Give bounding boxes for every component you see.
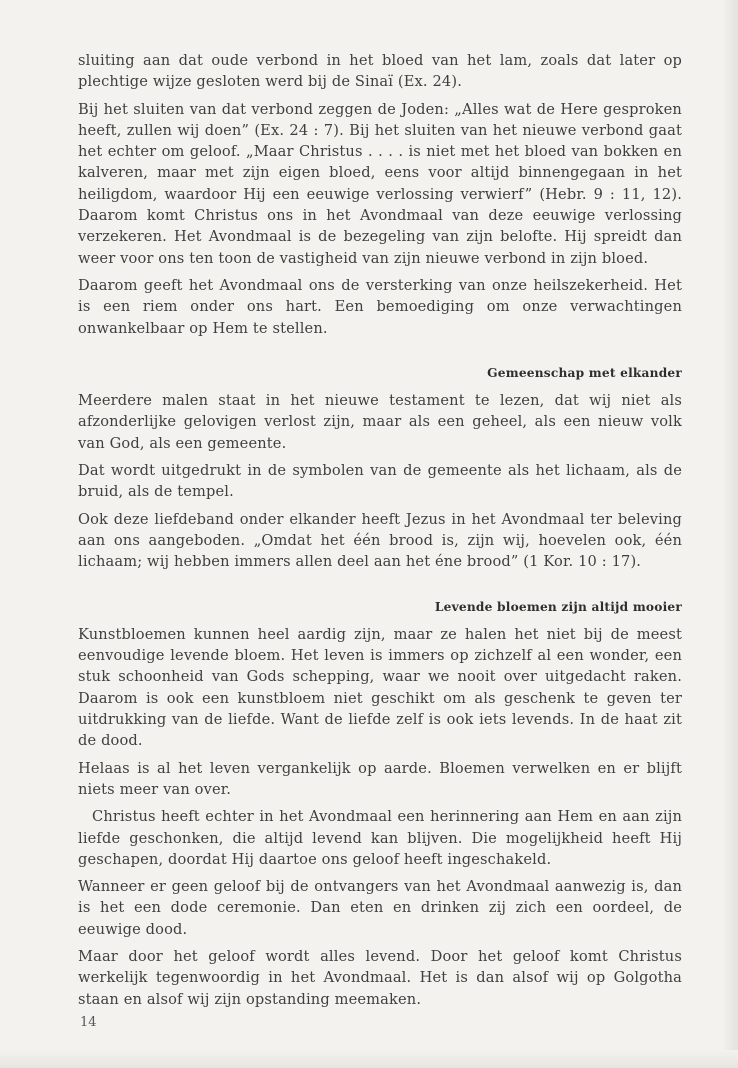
paragraph: Dat wordt uitgedrukt in de symbolen van de gemeente als het lichaam, als de bruid, als de tempel. — [78, 462, 682, 501]
text-column — [78, 50, 682, 1016]
paragraph: Kunstbloemen kunnen heel aardig zijn, maar ze halen het niet bij de meest eenvoudige levende bloem. Het leven is immers op zichzelf al een wonder, een stuk schoonheid van Gods schepping, waar we nooit over uitgedacht raken. Daarom is ook een kunstbloem niet geschikt om als geschenk te geven ter uitdrukking van de liefde. Want de liefde zelf is ook iets levends. In de haat zit de dood. — [78, 625, 682, 750]
paragraph: Christus heeft echter in het Avondmaal een herinnering aan Hem en aan zijn liefde geschonken, die altijd levend kan blijven. Die mogelijkheid heeft Hij geschapen, doordat Hij daartoe ons geloof heeft ingeschakeld. — [78, 808, 682, 868]
paragraph: Bij het sluiten van dat verbond zeggen de Joden: „Alles wat de Here gesproken heeft, zullen wij doen” (Ex. 24 : 7). Bij het sluiten van het nieuwe verbond gaat het echter om geloof. „Maar Christus . . . . is niet met het bloed van bokken en kalveren, maar met zijn eigen bloed, eens voor altijd binnengegaan in het heiligdom, waardoor Hij een eeuwige verlossing verwierf” (Hebr. 9 : 11, 12). Daarom komt Christus ons in het Avondmaal van deze eeuwige verlossing verzekeren. Het Avondmaal is de bezegeling van zijn belofte. Hij spreidt dan weer voor ons ten toon de vastigheid van zijn nieuwe verbond in zijn bloed. — [78, 100, 682, 267]
paragraph: Meerdere malen staat in het nieuwe testament te lezen, dat wij niet als afzonderlijke gelovigen verlost zijn, maar als een geheel, als een nieuw volk van God, als een gemeente. — [78, 392, 682, 452]
paragraph: Ook deze liefdeband onder elkander heeft Jezus in het Avondmaal ter beleving aan ons aangeboden. „Omdat het één brood is, zijn wij, hoevelen ook, één lichaam; wij hebben immers allen deel aan het éne brood” (1 Kor. 10 : 17). — [78, 510, 682, 571]
page-gutter-shadow — [722, 0, 738, 1068]
paragraph: Wanneer er geen geloof bij de ontvangers van het Avondmaal aanwezig is, dan is het een dode ceremonie. Dan eten en drinken zij zich een oordeel, de eeuwige dood. — [78, 878, 682, 938]
section-heading: Gemeenschap met elkander — [487, 365, 682, 380]
page-number: 14 — [80, 1015, 97, 1030]
paragraph: Helaas is al het leven vergankelijk op aarde. Bloemen verwelken en er blijft niets meer van over. — [78, 759, 682, 798]
paragraph: sluiting aan dat oude verbond in het bloed van het lam, zoals dat later op plechtige wijze gesloten werd bij de Sinaï (Ex. 24). — [78, 52, 682, 91]
paragraph: Daarom geeft het Avondmaal ons de versterking van onze heilszekerheid. Het is een riem onder ons hart. Een bemoediging om onze verwachtingen onwankelbaar op Hem te stellen. — [78, 276, 682, 337]
page-bottom-shadow — [0, 1050, 738, 1068]
section-heading: Levende bloemen zijn altijd mooier — [434, 599, 682, 614]
paragraph: Maar door het geloof wordt alles levend. Door het geloof komt Christus werkelijk tegenwoordig in het Avondmaal. Het is dan alsof wij op Golgotha staan en alsof wij zijn opstanding meemaken. — [78, 947, 682, 1008]
